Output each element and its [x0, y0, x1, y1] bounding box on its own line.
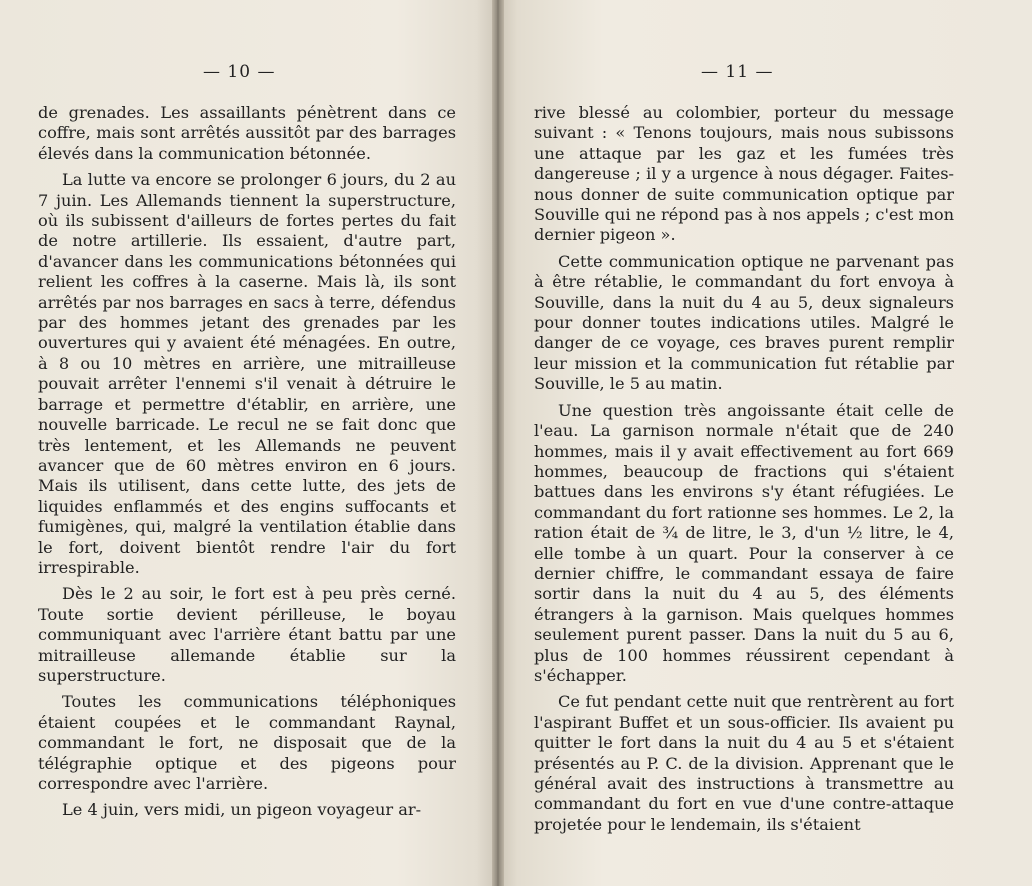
page-body [38, 103, 456, 821]
paragraph: Cette communication optique ne parvenant pas à être rétablie, le commandant du fort envoya à Souville, dans la nuit du 4 au 5, deux signaleurs pour donner toutes indications utiles. Malgré le danger de ce voyage, ces braves purent remplir leur mission et la communication fut rétablie par Souville, le 5 au matin. [534, 251, 954, 394]
paragraph: rive blessé au colombier, porteur du message suivant : « Tenons toujours, mais nous subissons une attaque par les gaz et les fumées très dangereuse ; il y a urgence à nous dégager. Faites-nous donner de suite communication optique par Souville qui ne répond pas à nos appels ; c'est mon dernier pigeon ». [534, 103, 954, 245]
paragraph: de grenades. Les assaillants pénètrent dans ce coffre, mais sont arrêtés aussitôt par des barrages élevés dans la communication bétonnée. [38, 103, 456, 163]
page-number: — 10 — [203, 62, 276, 82]
page-body [534, 103, 954, 835]
book-gutter [492, 0, 504, 886]
left-page [0, 0, 496, 886]
paragraph: Ce fut pendant cette nuit que rentrèrent au fort l'aspirant Buffet et un sous-officier. Ils avaient pu quitter le fort dans la nuit du 4 au 5 et s'étaient présentés au P. C. de la division. Apprenant que le général avait des instructions à transmettre au commandant du fort en vue d'une contre-attaque projetée pour le lendemain, ils s'étaient [534, 692, 954, 834]
paragraph: Dès le 2 au soir, le fort est à peu près cerné. Toute sortie devient périlleuse, le boyau communiquant avec l'arrière étant battu par une mitrailleuse allemande établie sur la superstructure. [38, 584, 456, 685]
right-page [496, 0, 1032, 886]
paragraph: La lutte va encore se prolonger 6 jours, du 2 au 7 juin. Les Allemands tiennent la superstructure, où ils subissent d'ailleurs de fortes pertes du fait de notre artillerie. Ils essaient, d'autre part, d'avancer dans les communications bétonnées qui relient les coffres à la caserne. Mais là, ils sont arrêtés par nos barrages en sacs à terre, défendus par des hommes jetant des grenades par les ouvertures qui y avaient été ménagées. En outre, à 8 ou 10 mètres en arrière, une mitrailleuse pouvait arrêter l'ennemi s'il venait à détruire le barrage et permettre d'établir, en arrière, une nouvelle barricade. Le recul ne se fait donc que très lentement, et les Allemands ne peuvent avancer que de 60 mètres environ en 6 jours. Mais ils utilisent, dans cette lutte, des jets de liquides enflammés et des engins suffocants et fumigènes, qui, malgré la ventilation établie dans le fort, doivent bientôt rendre l'air du fort irrespirable. [38, 170, 456, 577]
paragraph: Une question très angoissante était celle de l'eau. La garnison normale n'était que de 240 hommes, mais il y avait effectivement au fort 669 hommes, beaucoup de fractions qui s'étaient battues dans les environs s'y étant réfugiées. Le commandant du fort rationne ses hommes. Le 2, la ration était de ¾ de litre, le 3, d'un ½ litre, le 4, elle tombe à un quart. Pour la conserver à ce dernier chiffre, le commandant essaya de faire sortir dans la nuit du 4 au 5, des éléments étrangers à la garnison. Mais quelques hommes seulement purent passer. Dans la nuit du 5 au 6, plus de 100 hommes réussirent cependant à s'échapper. [534, 400, 954, 685]
paragraph: Le 4 juin, vers midi, un pigeon voyageur ar- [62, 800, 422, 820]
page-number: — 11 — [701, 62, 774, 82]
paragraph: Toutes les communications téléphoniques étaient coupées et le commandant Raynal, commandant le fort, ne disposait que de la télégraphie optique et des pigeons pour correspondre avec l'arrière. [38, 692, 456, 793]
